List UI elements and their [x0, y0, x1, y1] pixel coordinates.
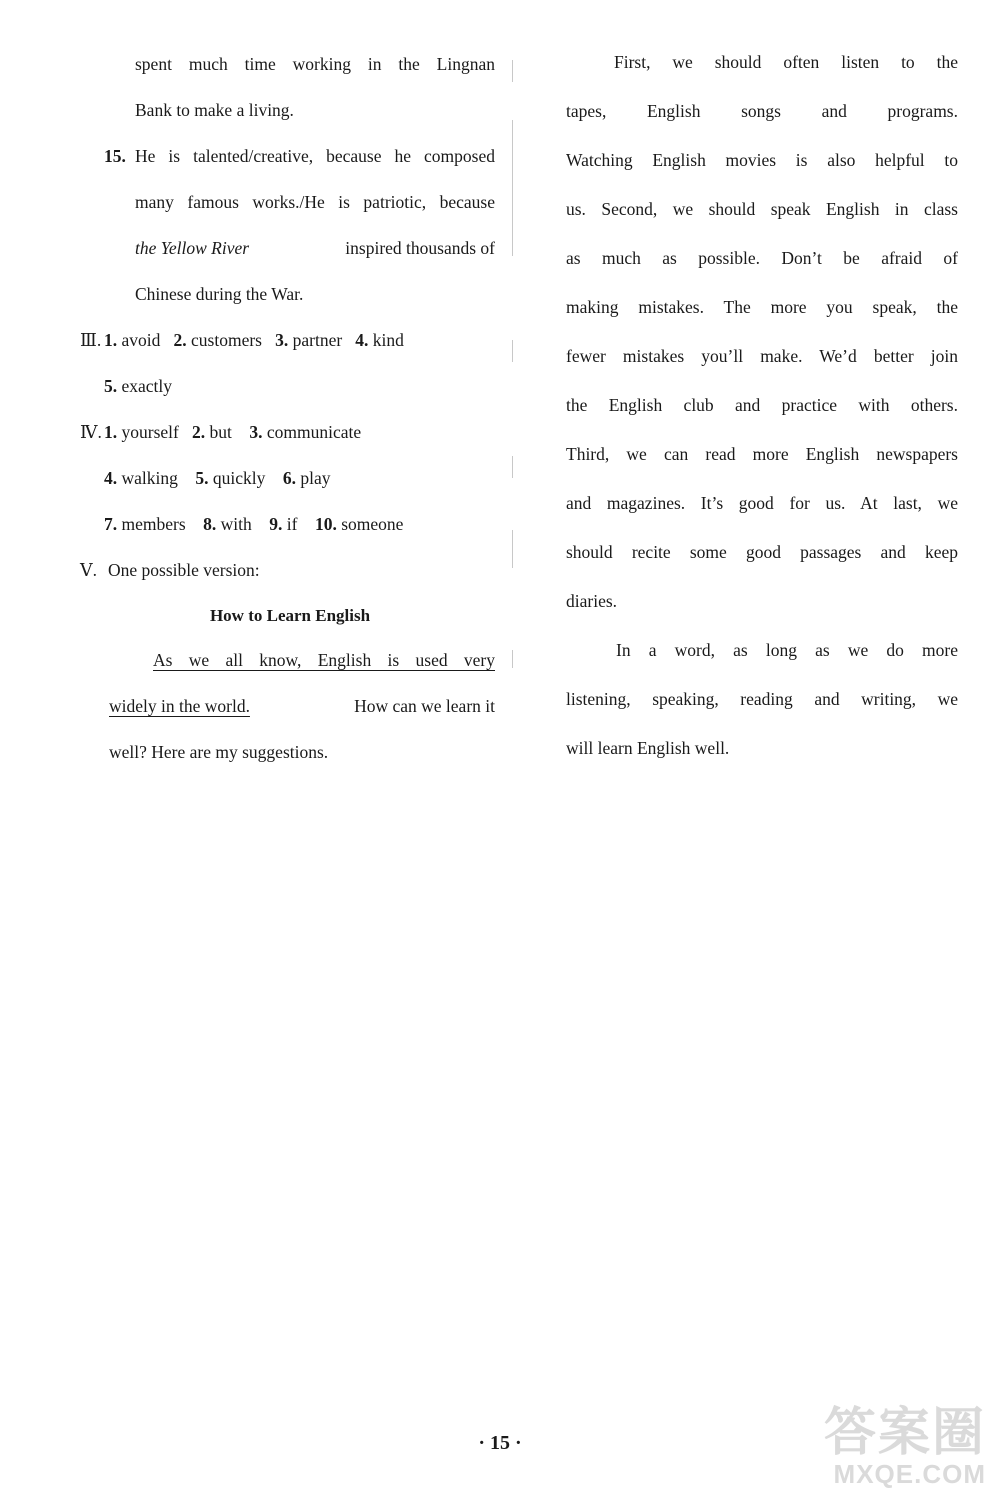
section-label: Ⅳ. [80, 422, 102, 442]
text-line: As we all know, English is used very [153, 650, 495, 670]
item-number: 3. [249, 422, 263, 442]
item-number: 1. [104, 330, 118, 350]
answer-row [104, 514, 403, 535]
answer-row [104, 376, 172, 397]
column-divider-marks [512, 60, 514, 700]
item-word: play [300, 468, 331, 488]
item-number: 3. [275, 330, 289, 350]
item-word: exactly [121, 376, 173, 396]
answer-row [104, 468, 331, 489]
item-number: 9. [269, 514, 283, 534]
item-word: members [121, 514, 186, 534]
item-number: 2. [173, 330, 187, 350]
item-word: kind [372, 330, 404, 350]
text-line: He is talented/creative, because he composed [135, 146, 495, 166]
item-word: communicate [266, 422, 362, 442]
item-number: 10. [314, 514, 337, 534]
item-word: someone [341, 514, 404, 534]
item-word: quickly [212, 468, 266, 488]
text-line: Bank to make a living. [135, 100, 294, 120]
text-line: making mistakes. The more you speak, the [566, 297, 958, 317]
text-line: us. Second, we should speak English in class [566, 199, 958, 219]
item-word: walking [121, 468, 178, 488]
item-number: 2. [191, 422, 206, 442]
text-fragment: inspired thousands of [345, 238, 495, 258]
watermark-bottom: MXQE.COM [833, 1459, 986, 1489]
text-line: many famous works./He is patriotic, because [135, 192, 495, 212]
text-line: tapes, English songs and programs. [566, 101, 958, 121]
underlined-text: widely in the world. [109, 696, 250, 716]
text-line: well? Here are my suggestions. [109, 742, 329, 762]
item-number: 5. [195, 468, 209, 488]
item-number: 7. [104, 514, 118, 534]
item-word: yourself [121, 422, 179, 442]
watermark-top: 答案圈 [823, 1404, 986, 1462]
question-number: 15. [104, 146, 126, 166]
text-line: One possible version: [108, 560, 260, 580]
song-title: the Yellow River [135, 238, 250, 258]
item-word: if [286, 514, 298, 534]
item-number: 4. [104, 468, 118, 488]
item-number: 6. [282, 468, 297, 488]
text-line [135, 238, 495, 259]
text-line [109, 696, 495, 717]
item-word: partner [292, 330, 343, 350]
item-word: but [209, 422, 232, 442]
answer-row [104, 422, 361, 443]
text-line: spent much time working in the Lingnan [135, 54, 495, 74]
text-line: as much as possible. Don’t be afraid of [566, 248, 958, 268]
watermark [823, 1404, 986, 1490]
text-line: should recite some good passages and keep [566, 542, 958, 562]
item-number: 8. [203, 514, 217, 534]
item-number: 5. [104, 376, 118, 396]
item-number: 4. [355, 330, 369, 350]
item-word: avoid [121, 330, 161, 350]
essay-title: How to Learn English [209, 606, 371, 625]
item-word: with [220, 514, 252, 534]
text-line: Third, we can read more English newspapers [566, 444, 958, 464]
answer-row [104, 330, 404, 351]
text-line: Watching English movies is also helpful to [566, 150, 958, 170]
text-line: Chinese during the War. [135, 284, 304, 304]
text-line: fewer mistakes you’ll make. We’d better join [566, 346, 958, 366]
text-line: First, we should often listen to the [614, 52, 958, 72]
item-word: customers [191, 330, 262, 350]
text-line: will learn English well. [566, 738, 730, 758]
text-line: diaries. [566, 591, 618, 611]
text-fragment: How can we learn it [354, 696, 495, 716]
section-label: Ⅲ. [80, 330, 102, 350]
item-number: 1. [104, 422, 118, 442]
text-line: listening, speaking, reading and writing, we [566, 689, 958, 709]
text-line: the English club and practice with others. [566, 395, 958, 415]
text-line: and magazines. It’s good for us. At last, we [566, 493, 958, 513]
page-number: · 15 · [478, 1432, 522, 1454]
section-label: Ⅴ. [80, 560, 98, 580]
text-line: In a word, as long as we do more [616, 640, 958, 660]
